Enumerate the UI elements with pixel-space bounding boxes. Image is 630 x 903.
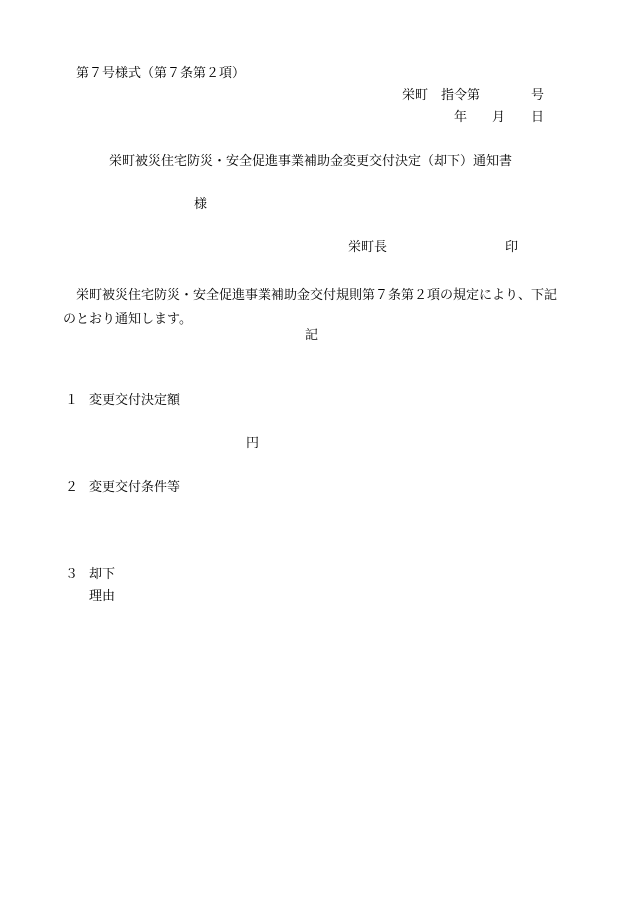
date-month: 月 [492, 110, 506, 125]
item-2-label: 変更交付条件等 [89, 480, 181, 495]
body-paragraph: 栄町被災住宅防災・安全促進事業補助金交付規則第７条第２項の規定により、下記のとおり通知します。 [63, 288, 558, 327]
reason-label: 理由 [89, 589, 116, 604]
date-day: 日 [531, 110, 545, 125]
amount-unit: 円 [246, 436, 260, 451]
item-2-number: ２ [65, 480, 79, 495]
item-1-number: １ [65, 393, 79, 408]
addressee-suffix: 様 [194, 197, 208, 212]
item-1-label: 変更交付決定額 [89, 393, 181, 408]
item-3-number: ３ [65, 567, 79, 582]
date-year: 年 [454, 110, 468, 125]
seal-mark: 印 [505, 240, 519, 255]
document-title: 栄町被災住宅防災・安全促進事業補助金変更交付決定（却下）通知書 [109, 154, 513, 169]
doc-number-suffix: 号 [531, 88, 545, 103]
form-label: 第７号様式（第７条第２項） [76, 66, 246, 81]
doc-number-prefix: 栄町 指令第 [402, 88, 481, 103]
item-3-label: 却下 [89, 567, 116, 582]
ki-heading: 記 [305, 328, 319, 343]
issuer-name: 栄町長 [348, 240, 388, 255]
